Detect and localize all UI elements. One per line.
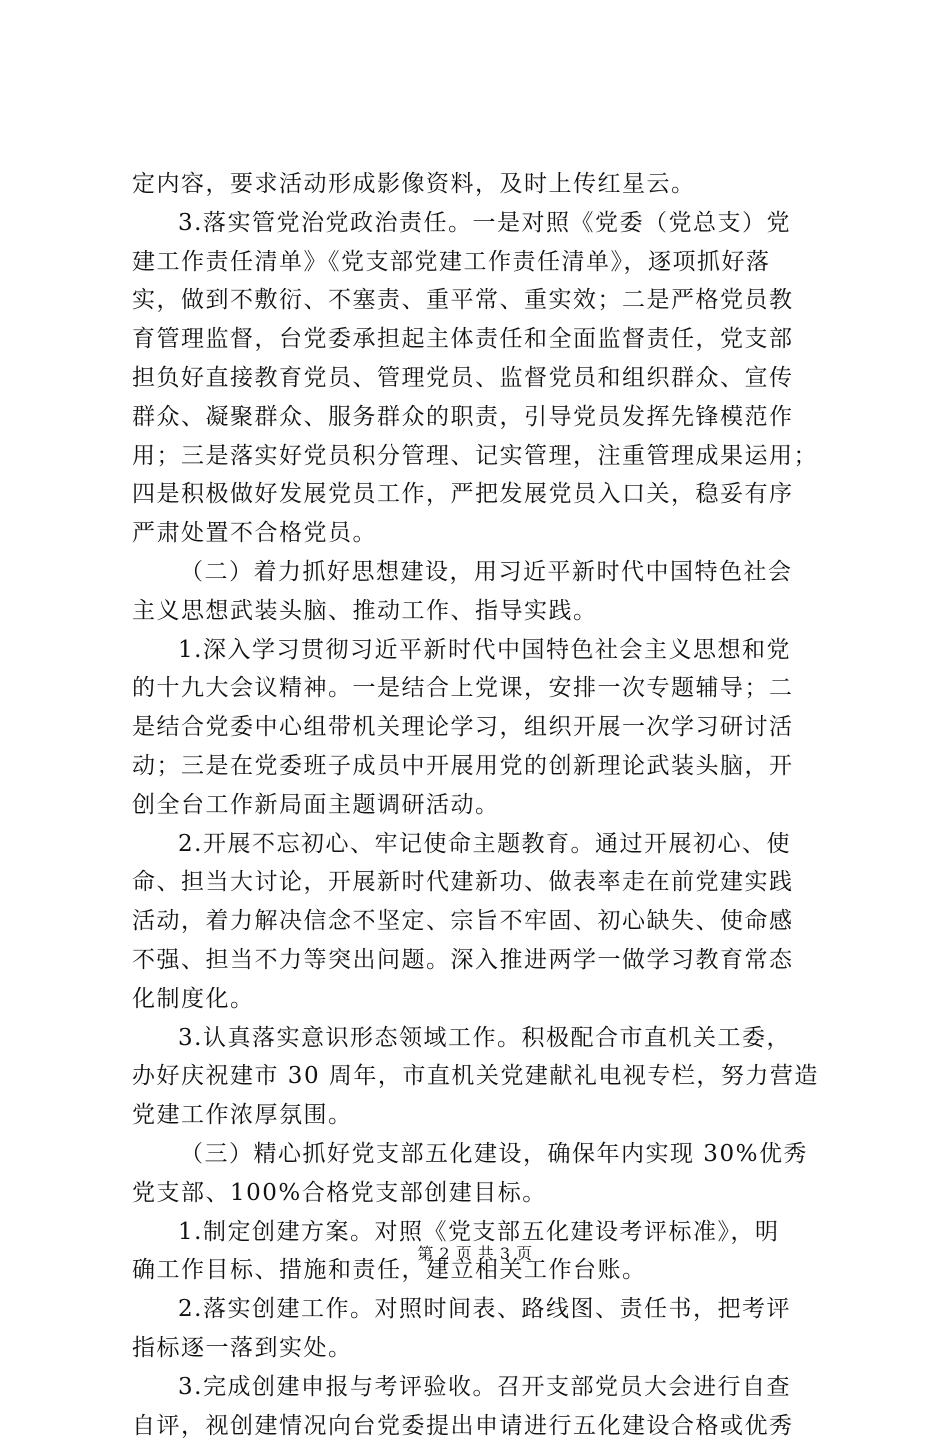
- text-line: 的十九大会议精神。一是结合上党课，安排一次专题辅导；二: [132, 669, 832, 708]
- text-line: 活动，着力解决信念不坚定、宗旨不牢固、初心缺失、使命感: [132, 902, 832, 941]
- text-line: 确工作目标、措施和责任，建立相关工作台账。: [132, 1251, 832, 1290]
- text-line: 党建工作浓厚氛围。: [132, 1096, 832, 1135]
- text-line: 四是积极做好发展党员工作，严把发展党员入口关，稳妥有序: [132, 475, 832, 514]
- text-line: 办好庆祝建市 30 周年，市直机关党建献礼电视专栏，努力营造: [132, 1057, 832, 1096]
- page-number-footer: 第 2 页 共 3 页: [0, 1242, 950, 1266]
- text-line: 1.深入学习贯彻习近平新时代中国特色社会主义思想和党: [132, 631, 832, 670]
- text-line: 不强、担当不力等突出问题。深入推进两学一做学习教育常态: [132, 941, 832, 980]
- text-line: （三）精心抓好党支部五化建设，确保年内实现 30%优秀: [132, 1135, 832, 1174]
- text-line: 建工作责任清单》《党支部党建工作责任清单》，逐项抓好落: [132, 243, 832, 282]
- text-line: 1.制定创建方案。对照《党支部五化建设考评标准》，明: [132, 1213, 832, 1252]
- text-line: （二）着力抓好思想建设，用习近平新时代中国特色社会: [132, 553, 832, 592]
- text-line: 2.落实创建工作。对照时间表、路线图、责任书，把考评: [132, 1290, 832, 1329]
- text-line: 是结合党委中心组带机关理论学习，组织开展一次学习研讨活: [132, 708, 832, 747]
- text-line: 用；三是落实好党员积分管理、记实管理，注重管理成果运用；: [132, 437, 832, 476]
- text-line: 群众、凝聚群众、服务群众的职责，引导党员发挥先锋模范作: [132, 398, 832, 437]
- text-line: 实，做到不敷衍、不塞责、重平常、重实效；二是严格党员教: [132, 281, 832, 320]
- text-line: 主义思想武装头脑、推动工作、指导实践。: [132, 592, 832, 631]
- text-line: 化制度化。: [132, 980, 832, 1019]
- text-line: 党支部、100%合格党支部创建目标。: [132, 1174, 832, 1213]
- text-line: 3.完成创建申报与考评验收。召开支部党员大会进行自查: [132, 1368, 832, 1407]
- text-line: 2.开展不忘初心、牢记使命主题教育。通过开展初心、使: [132, 825, 832, 864]
- text-line: 自评，视创建情况向台党委提出申请进行五化建设合格或优秀: [132, 1407, 832, 1445]
- text-line: 创全台工作新局面主题调研活动。: [132, 786, 832, 825]
- text-line: 3.落实管党治党政治责任。一是对照《党委（党总支）党: [132, 204, 832, 243]
- text-line: 3.认真落实意识形态领域工作。积极配合市直机关工委，: [132, 1019, 832, 1058]
- text-line: 育管理监督，台党委承担起主体责任和全面监督责任，党支部: [132, 320, 832, 359]
- text-line: 定内容，要求活动形成影像资料，及时上传红星云。: [132, 165, 832, 204]
- text-line: 命、担当大讨论，开展新时代建新功、做表率走在前党建实践: [132, 863, 832, 902]
- text-line: 严肃处置不合格党员。: [132, 514, 832, 553]
- text-line: 指标逐一落到实处。: [132, 1329, 832, 1368]
- text-line: 担负好直接教育党员、管理党员、监督党员和组织群众、宣传: [132, 359, 832, 398]
- text-line: 动；三是在党委班子成员中开展用党的创新理论武装头脑，开: [132, 747, 832, 786]
